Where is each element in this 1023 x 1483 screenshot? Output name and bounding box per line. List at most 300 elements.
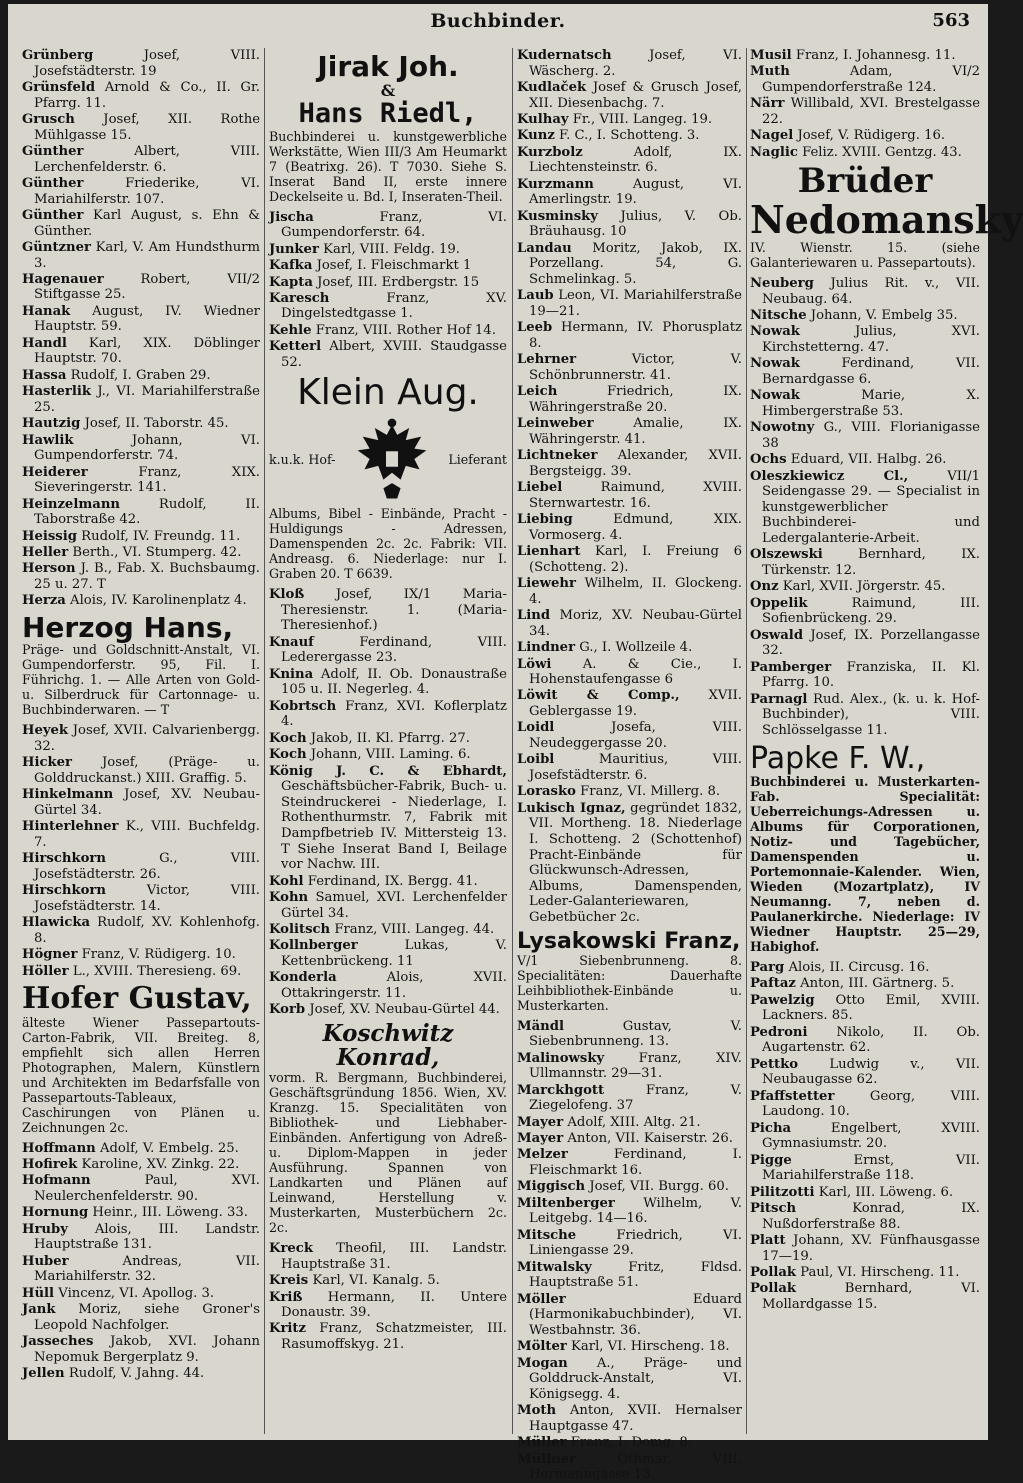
entry-name: Lukisch Ignaz, xyxy=(517,800,626,816)
directory-entry xyxy=(517,209,742,240)
entry-address: Geschäftsbücher-Fabrik, Buch- u. Steindruckerei - Niederlage, I. Rothenthurmstr. 7, Fabrik mit Dampfbetrieb IV. Mittersteig 13. T Siehe Inserat Band I, Beilage vor Nachw. III. xyxy=(281,779,507,873)
ad-crest-left: k.u.k. Hof- xyxy=(269,451,336,467)
entry-address: Victor, V. Schönbrunnerstr. 41. xyxy=(529,352,742,383)
ad-text: älteste Wiener Passepartouts-Carton-Fabrik, VII. Breiteg. 8, empfiehlt sich allen Herren Photographen, Malern, Künstlern und Architekten im Bedarfsfalle von Passepartouts-Tableaux, Caschirungen von Plänen u. Zeichnungen 2c. xyxy=(22,1014,260,1135)
directory-entry xyxy=(517,1051,742,1082)
directory-entry xyxy=(750,1281,980,1312)
entry-name: Heinzelmann xyxy=(22,496,121,512)
ad-crest-right: Lieferant xyxy=(448,451,507,467)
entry-name: Koch xyxy=(269,747,307,763)
directory-entry xyxy=(517,448,742,479)
directory-entry xyxy=(750,145,980,161)
directory-entry xyxy=(22,1366,260,1382)
entry-name: Kritz xyxy=(269,1321,306,1337)
entry-address: Othmar, VIII. Hermanngasse 13. xyxy=(529,1451,742,1483)
directory-entry xyxy=(269,699,507,730)
entry-address: Nikolo, II. Ob. Augartenstr. 62. xyxy=(762,1024,980,1056)
entry-address: Raimund, XVIII. Sternwartestr. 16. xyxy=(529,480,742,511)
directory-entry xyxy=(517,1019,742,1050)
entry-address: August, VI. Amerlingstr. 19. xyxy=(529,176,742,208)
entry-name: Onz xyxy=(750,579,779,595)
entry-address: gegründet 1832, VII. Mortheng. 18. Niederlage I. Schotteng. 2 (Schottenhof) Pracht-Einbände für Glückwunsch-Adressen, Albums, Damenspenden, Leder-Galanteriewaren, Gebetbücher 2c. xyxy=(529,800,742,925)
entry-name: Hagenauer xyxy=(22,271,104,287)
entry-name: Laub xyxy=(517,288,554,304)
entry-address: Franz, Schatzmeister, III. Rasumoffskyg. 21. xyxy=(281,1321,507,1353)
directory-entry xyxy=(517,112,742,128)
entry-name: Neuberg xyxy=(750,275,814,291)
entry-address: Karl, VIII. Feldg. 19. xyxy=(323,241,460,257)
directory-entry xyxy=(22,80,260,111)
double-eagle-icon xyxy=(349,416,435,502)
directory-entry xyxy=(269,667,507,698)
entry-name: Löwit & Comp., xyxy=(517,688,680,704)
directory-entry xyxy=(750,596,980,627)
directory-entry xyxy=(750,960,980,976)
directory-entry xyxy=(517,608,742,639)
entry-name: Heller xyxy=(22,544,69,560)
entry-name: Kreis xyxy=(269,1273,309,1289)
entry-name: Nowak xyxy=(750,388,800,404)
entry-name: Pollak xyxy=(750,1281,797,1297)
directory-entry xyxy=(269,874,507,890)
entry-name: Mändl xyxy=(517,1018,564,1034)
ad-title: Hans Riedl, xyxy=(298,98,478,130)
directory-entry xyxy=(269,1321,507,1352)
entry-name: Nitsche xyxy=(750,307,807,323)
entry-name: Liebing xyxy=(517,512,573,528)
entry-name: Pamberger xyxy=(750,659,832,675)
directory-entry xyxy=(517,1196,742,1227)
directory-entry xyxy=(269,970,507,1001)
entry-name: Pilitzotti xyxy=(750,1184,815,1200)
entry-address: Josef, VIII. Josefstädterstr. 19 xyxy=(34,48,260,79)
entry-name: Malinowsky xyxy=(517,1050,605,1066)
entry-address: Konrad, IX. Nußdorferstraße 88. xyxy=(762,1201,980,1232)
entry-address: Bernhard, IX. Türkenstr. 12. xyxy=(762,547,980,578)
directory-entry xyxy=(517,1115,742,1131)
entry-name: Hofirek xyxy=(22,1157,78,1173)
entry-list xyxy=(269,210,507,371)
entry-address: Josef, IX/1 Maria-Theresienstr. 1. (Maria-Theresienhof.) xyxy=(281,587,507,634)
entry-address: Theofil, III. Landstr. Hauptstraße 31. xyxy=(281,1241,507,1272)
directory-entry xyxy=(269,339,507,370)
entry-name: Kulhay xyxy=(517,111,569,127)
entry-name: Hicker xyxy=(22,755,72,771)
entry-name: Möller xyxy=(517,1291,566,1307)
entry-address: G., I. Wollzeile 4. xyxy=(579,640,693,656)
entry-address: A., Präge- und Golddruck-Anstalt, VI. Königsegg. 4. xyxy=(529,1355,742,1402)
entry-name: Lienhart xyxy=(517,544,581,560)
directory-entry xyxy=(269,938,507,969)
directory-entry xyxy=(269,242,507,258)
entry-name: Hornung xyxy=(22,1205,89,1221)
directory-entry xyxy=(750,547,980,578)
directory-entry xyxy=(269,587,507,634)
entry-name: Huber xyxy=(22,1253,69,1269)
entry-name: Hanak xyxy=(22,303,71,319)
entry-address: G., VIII. Josefstädterstr. 26. xyxy=(34,851,260,882)
entry-address: Feliz. XVIII. Gentzg. 43. xyxy=(802,144,962,160)
entry-address: Alois, IV. Karolinenplatz 4. xyxy=(70,593,247,609)
entry-name: Miggisch xyxy=(517,1179,586,1195)
directory-entry xyxy=(517,657,742,688)
entry-address: Josefa, VIII. Neudeggergasse 20. xyxy=(529,720,742,752)
directory-entry xyxy=(22,1141,260,1157)
entry-name: Kusminsky xyxy=(517,208,598,224)
directory-entry xyxy=(269,890,507,921)
directory-entry xyxy=(22,1286,260,1302)
ad-papke xyxy=(750,740,980,955)
entry-address: Johann, XV. Fünfhausgasse 17—19. xyxy=(762,1233,980,1264)
ad-koschwitz xyxy=(269,1019,507,1236)
entry-name: Olszewski xyxy=(750,547,823,563)
entry-address: Karl, VI. Kanalg. 5. xyxy=(312,1273,440,1289)
entry-name: Lehrner xyxy=(517,352,577,368)
directory-entry xyxy=(22,1254,260,1285)
entry-name: Högner xyxy=(22,947,78,963)
ad-herzog xyxy=(22,610,260,718)
ad-title: Herzog Hans, xyxy=(22,610,234,644)
entry-name: Herza xyxy=(22,593,66,609)
entry-name: Landau xyxy=(517,240,572,256)
entry-address: Franz, VI. Millerg. 8. xyxy=(580,784,721,800)
directory-entry xyxy=(22,336,260,367)
entry-name: Pawelzig xyxy=(750,992,815,1008)
entry-name: Jischa xyxy=(269,209,314,225)
directory-entry xyxy=(517,640,742,656)
entry-address: Willibald, XVI. Brestelgasse 22. xyxy=(762,96,980,127)
page-number: 563 xyxy=(932,10,970,31)
column-rule xyxy=(264,48,265,1434)
entry-address: Eduard, VII. Halbg. 26. xyxy=(790,452,947,468)
entry-address: Josef, V. Rüdigerg. 16. xyxy=(797,128,946,144)
directory-entry xyxy=(517,1260,742,1291)
directory-entry xyxy=(269,747,507,763)
directory-entry xyxy=(750,579,980,595)
entry-address: Robert, VII/2 Stiftgasse 25. xyxy=(34,271,260,303)
entry-name: Nowak xyxy=(750,356,800,372)
entry-address: Franz, I. Johannesg. 11. xyxy=(795,48,956,63)
directory-entry xyxy=(22,561,260,592)
directory-entry xyxy=(22,433,260,464)
entry-name: Pitsch xyxy=(750,1201,797,1217)
entry-address: Moriz, siehe Groner's Leopold Nachfolger. xyxy=(34,1302,260,1333)
directory-entry xyxy=(517,1131,742,1147)
entry-address: Rud. Alex., (k. u. k. Hof-Buchbinder), VIII. Schlösselgasse 11. xyxy=(762,691,980,738)
entry-name: Leich xyxy=(517,384,558,400)
directory-entry xyxy=(517,1083,742,1114)
entry-name: Ketterl xyxy=(269,339,322,355)
entry-name: Kurzbolz xyxy=(517,144,583,160)
entry-address: Fr., VIII. Langeg. 19. xyxy=(572,111,713,127)
ad-crest-row xyxy=(269,416,507,502)
directory-entry xyxy=(22,1334,260,1365)
directory-entry xyxy=(750,356,980,387)
entry-name: Hinterlehner xyxy=(22,819,119,835)
directory-entry xyxy=(750,452,980,468)
entry-name: Jasseches xyxy=(22,1334,94,1350)
entry-name: Lichtneker xyxy=(517,448,598,464)
entry-name: Loibl xyxy=(517,752,555,768)
entry-address: Adolf, II. Ob. Donaustraße 105 u. II. Negerleg. 4. xyxy=(281,666,507,698)
ad-text: Präge- und Goldschnitt-Anstalt, VI. Gumpendorferstr. 95, Fil. I. Führichg. 1. — Alle Arten von Gold- u. Silberdruck für Cartonnage- u. Buchbinderwaren. — T xyxy=(22,642,260,718)
directory-entry xyxy=(517,1179,742,1195)
entry-address: Otto Emil, XVIII. Lackners. 85. xyxy=(762,992,980,1024)
directory-entry xyxy=(22,497,260,528)
directory-entry xyxy=(750,128,980,144)
entry-address: Rudolf, I. Graben 29. xyxy=(70,367,211,383)
directory-entry xyxy=(269,210,507,241)
entry-address: Josef, III. Erdbergstr. 15 xyxy=(317,274,480,290)
entry-name: Kloß xyxy=(269,587,305,603)
entry-address: Fritz, Fldsd. Hauptstraße 51. xyxy=(529,1259,742,1291)
entry-name: Mayer xyxy=(517,1114,564,1130)
entry-name: Leinweber xyxy=(517,416,594,432)
directory-entry xyxy=(22,112,260,143)
entry-address: Johann, VI. Gumpendorferstr. 74. xyxy=(34,432,260,464)
entry-address: Wilhelm, V. Leitgebg. 14—16. xyxy=(529,1195,742,1227)
directory-entry xyxy=(22,240,260,271)
directory-entry xyxy=(517,1435,742,1451)
entry-address: Albert, VIII. Lerchenfelderstr. 6. xyxy=(34,143,260,175)
entry-name: Parnagl xyxy=(750,691,808,707)
directory-entry xyxy=(517,145,742,176)
entry-list xyxy=(22,1141,260,1382)
entry-address: Gustav, V. Siebenbrunneng. 13. xyxy=(529,1018,742,1050)
directory-entry xyxy=(517,177,742,208)
directory-entry xyxy=(750,1089,980,1120)
directory-entry xyxy=(22,272,260,303)
directory-entry xyxy=(22,529,260,545)
entry-name: Marckhgott xyxy=(517,1082,605,1098)
directory-entry xyxy=(517,752,742,783)
entry-name: Hlawicka xyxy=(22,915,91,931)
entry-address: Johann, V. Embelg 35. xyxy=(810,307,958,323)
entry-name: Pigge xyxy=(750,1152,792,1168)
entry-address: Georg, VIII. Laudong. 10. xyxy=(762,1088,980,1120)
entry-address: Ferdinand, IX. Bergg. 41. xyxy=(307,873,478,889)
entry-address: L., XVIII. Theresieng. 69. xyxy=(72,963,242,979)
entry-address: Moritz, Jakob, IX. Porzellang. 54, G. Schmelinkag. 5. xyxy=(529,240,742,287)
directory-entry xyxy=(517,1228,742,1259)
directory-entry xyxy=(269,1273,507,1289)
entry-name: Knina xyxy=(269,666,314,682)
entry-address: Ferdinand, VII. Bernardgasse 6. xyxy=(762,356,980,387)
directory-entry xyxy=(750,1057,980,1088)
ad-text: Albums, Bibel - Einbände, Pracht - Huldigungs - Adressen, Damenspenden 2c. 2c. Fabrik: VII. Andreasg. 6. Niederlage: nur I. Graben 20. T 6639. xyxy=(269,506,507,582)
directory-entry xyxy=(750,276,980,307)
directory-entry xyxy=(269,635,507,666)
directory-entry xyxy=(517,416,742,447)
entry-address: Rudolf, II. Taborstraße 42. xyxy=(34,496,260,528)
entry-name: Oppelik xyxy=(750,595,808,611)
directory-entry xyxy=(517,320,742,351)
entry-address: Eduard (Harmonikabuchbinder), VI. Westbahnstr. 36. xyxy=(529,1291,742,1338)
entry-address: Moriz, XV. Neubau-Gürtel 34. xyxy=(529,608,742,639)
column-4 xyxy=(750,48,1023,1434)
entry-address: Josef, XII. Rothe Mühlgasse 15. xyxy=(34,111,260,143)
entry-list xyxy=(750,276,980,739)
directory-entry xyxy=(22,1173,260,1204)
entry-name: Grünberg xyxy=(22,48,94,63)
entry-address: Anton, VII. Kaiserstr. 26. xyxy=(567,1131,733,1147)
directory-entry xyxy=(750,692,980,739)
entry-name: Mayer xyxy=(517,1131,564,1147)
entry-address: Franz, XVI. Koflerplatz 4. xyxy=(281,698,507,730)
directory-entry xyxy=(517,241,742,288)
page-heading: Buchbinder. xyxy=(430,10,566,32)
directory-entry xyxy=(22,1157,260,1173)
entry-name: Günther xyxy=(22,143,84,159)
entry-name: Liebel xyxy=(517,480,563,496)
directory-entry xyxy=(22,368,260,384)
directory-entry xyxy=(517,48,742,79)
ad-jirak xyxy=(269,52,507,204)
entry-address: Lukas, V. Kettenbrückeng. 11 xyxy=(281,938,507,969)
directory-entry xyxy=(22,545,260,561)
entry-address: Vincenz, VI. Apollog. 3. xyxy=(58,1285,215,1301)
entry-address: Alexander, XVII. Bergsteigg. 39. xyxy=(529,448,742,479)
ad-hofer xyxy=(22,983,260,1135)
entry-address: Anton, III. Gärtnerg. 5. xyxy=(800,976,955,992)
columns xyxy=(22,48,1023,1483)
entry-address: K., VIII. Buchfeldg. 7. xyxy=(34,819,260,850)
directory-entry xyxy=(517,801,742,926)
directory-entry xyxy=(22,593,260,609)
entry-address: VII/1 Seidengasse 29. — Specialist in kunstgewerblicher Buchbinderei- und Ledergalanterie-Arbeit. xyxy=(762,468,980,546)
entry-name: Musil xyxy=(750,48,792,63)
directory-entry xyxy=(750,96,980,127)
entry-address: Albert, XVIII. Staudgasse 52. xyxy=(281,339,507,370)
directory-entry xyxy=(750,1153,980,1184)
directory-page xyxy=(8,4,1023,1483)
entry-list xyxy=(22,723,260,979)
entry-name: Parg xyxy=(750,960,785,975)
entry-address: Franziska, II. Kl. Pfarrg. 10. xyxy=(762,659,980,691)
entry-address: Berth., VI. Stumperg. 42. xyxy=(72,544,242,560)
directory-entry xyxy=(22,1302,260,1333)
entry-name: Närr xyxy=(750,96,785,112)
entry-name: Kolitsch xyxy=(269,921,331,937)
entry-address: Heinr., III. Löweng. 33. xyxy=(92,1205,248,1221)
directory-entry xyxy=(750,324,980,355)
ad-text: IV. Wienstr. 15. (siehe Galanteriewaren u. Passepartouts). xyxy=(750,239,980,270)
entry-name: Nagel xyxy=(750,128,794,144)
entry-address: Alois, III. Landstr. Hauptstraße 131. xyxy=(34,1221,260,1253)
directory-entry xyxy=(22,947,260,963)
ad-title: Klein Aug. xyxy=(297,372,479,414)
entry-address: Alois, II. Circusg. 16. xyxy=(788,960,930,975)
entry-name: Jank xyxy=(22,1302,56,1318)
entry-name: Hirschkorn xyxy=(22,883,106,899)
entry-address: Johann, VIII. Laming. 6. xyxy=(310,747,471,763)
entry-address: Karl August, s. Ehn & Günther. xyxy=(34,207,260,239)
directory-entry xyxy=(517,720,742,751)
directory-entry xyxy=(750,1025,980,1056)
entry-name: Mölter xyxy=(517,1339,567,1355)
directory-entry xyxy=(22,176,260,207)
directory-entry xyxy=(750,420,980,451)
directory-entry xyxy=(750,1185,980,1201)
entry-address: Adam, VI/2 Gumpendorferstraße 124. xyxy=(762,64,980,95)
entry-name: Liewehr xyxy=(517,576,576,592)
directory-entry xyxy=(750,1121,980,1152)
directory-entry xyxy=(517,1452,742,1483)
entry-name: Kapta xyxy=(269,274,313,290)
entry-name: Güntzner xyxy=(22,239,91,255)
entry-name: Karesch xyxy=(269,290,330,306)
entry-address: Marie, X. Himbergerstraße 53. xyxy=(762,388,980,419)
entry-address: Karl, III. Löweng. 6. xyxy=(818,1184,954,1200)
entry-address: Josef, XV. Neubau-Gürtel 34. xyxy=(34,787,260,818)
entry-address: F. C., I. Schotteng. 3. xyxy=(559,128,700,144)
entry-address: Rudolf, IV. Freundg. 11. xyxy=(81,528,241,544)
ad-title: Lysakowski Franz, xyxy=(517,928,741,954)
entry-address: Amalie, IX. Währingerstr. 41. xyxy=(529,416,742,447)
directory-entry xyxy=(517,1147,742,1178)
ad-text: V/1 Siebenbrunneng. 8. Specialitäten: Dauerhafte Leihbibliothek-Einbände u. Musterkarten. xyxy=(517,952,742,1013)
entry-address: Josef, IX. Porzellangasse 32. xyxy=(762,627,980,659)
entry-name: Oswald xyxy=(750,627,804,643)
entry-name: Hoffmann xyxy=(22,1140,96,1156)
directory-entry xyxy=(517,688,742,719)
entry-name: Handl xyxy=(22,335,67,351)
entry-name: Kohn xyxy=(269,889,309,905)
entry-name: Hasterlik xyxy=(22,384,92,400)
directory-entry xyxy=(517,128,742,144)
entry-address: Ferdinand, I. Fleischmarkt 16. xyxy=(529,1147,742,1178)
entry-address: Paul, VI. Hirscheng. 11. xyxy=(800,1265,960,1281)
entry-address: Franz, VIII. Rother Hof 14. xyxy=(315,322,496,338)
entry-address: Ferdinand, VIII. Lederergasse 23. xyxy=(281,634,507,666)
entry-list xyxy=(517,48,742,926)
entry-name: Pettko xyxy=(750,1056,799,1072)
directory-entry xyxy=(750,976,980,992)
entry-name: Ochs xyxy=(750,452,787,468)
entry-name: Platt xyxy=(750,1233,786,1249)
entry-name: Hautzig xyxy=(22,416,81,432)
entry-name: Hirschkorn xyxy=(22,851,106,867)
entry-name: Mitsche xyxy=(517,1227,577,1243)
entry-name: Picha xyxy=(750,1120,792,1136)
entry-address: Karl, I. Freiung 6 (Schotteng. 2). xyxy=(529,544,742,575)
directory-entry xyxy=(750,993,980,1024)
entry-address: Mauritius, VIII. Josefstädterstr. 6. xyxy=(529,752,742,784)
entry-address: Karl, XIX. Döblinger Hauptstr. 70. xyxy=(34,335,260,367)
ad-nedomansky xyxy=(750,161,1023,270)
directory-entry xyxy=(517,1356,742,1403)
directory-entry xyxy=(517,1403,742,1434)
directory-entry xyxy=(22,787,260,818)
directory-entry xyxy=(22,851,260,882)
directory-entry xyxy=(269,922,507,938)
entry-address: Hermann, IV. Phorusplatz 8. xyxy=(529,320,742,351)
entry-name: Grünsfeld xyxy=(22,79,96,95)
entry-address: Josef, XV. Neubau-Gürtel 44. xyxy=(309,1002,500,1018)
entry-address: Julius, XVI. Kirchstetterng. 47. xyxy=(762,324,980,355)
ad-klein xyxy=(269,374,507,581)
entry-address: Josef, XVII. Calvarienbergg. 32. xyxy=(34,723,260,754)
entry-name: Hruby xyxy=(22,1221,68,1237)
entry-address: Josef, (Präge- u. Golddruckanst.) XIII. Graffig. 5. xyxy=(34,755,260,786)
entry-name: Mitwalsky xyxy=(517,1259,592,1275)
entry-name: Hofmann xyxy=(22,1173,91,1189)
entry-name: Moth xyxy=(517,1403,557,1419)
entry-name: Konderla xyxy=(269,970,337,986)
entry-address: J. B., Fab. X. Buchsbaumg. 25 u. 27. T xyxy=(34,561,260,592)
ad-title: Papke F. W., xyxy=(750,740,926,776)
entry-address: G., VIII. Florianigasse 38 xyxy=(762,420,980,451)
